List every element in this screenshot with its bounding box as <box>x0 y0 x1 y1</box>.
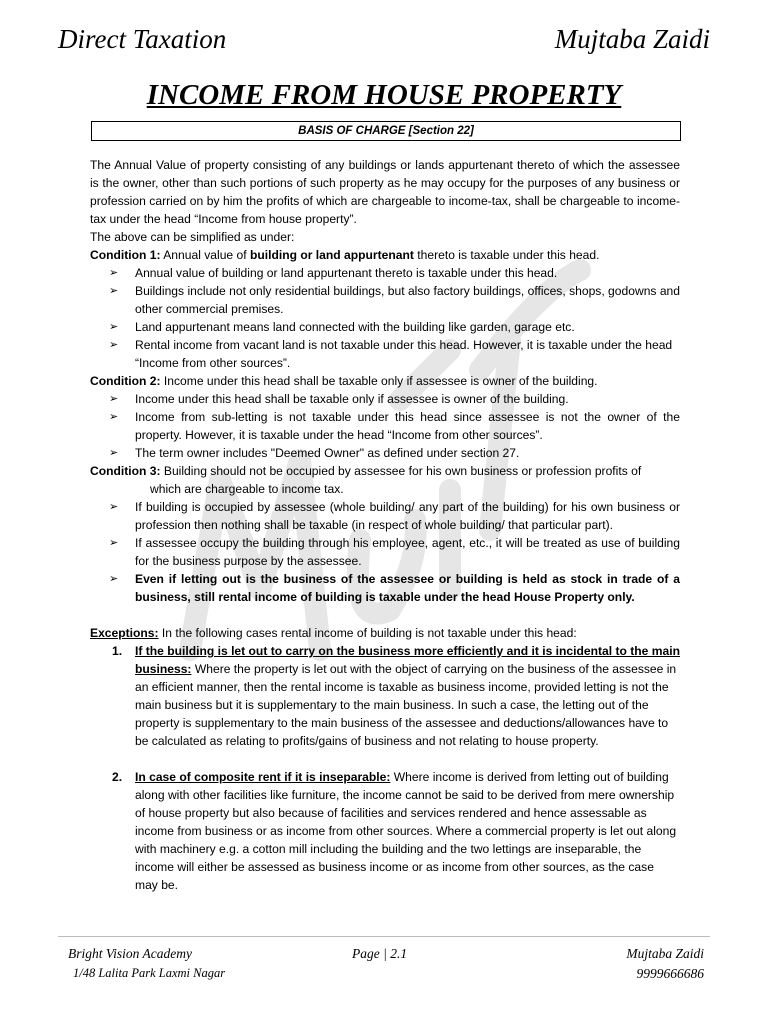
bullet-item: ➢ Rental income from vacant land is not taxable under this head. However, it is taxable under the head “Income from other sources”. <box>90 336 680 372</box>
bullet-item: ➢ If building is occupied by assessee (whole building/ any part of the building) for his own business or profession then nothing shall be taxable (in respect of whole building/ that particular part). <box>90 498 680 534</box>
arrow-bullet-icon: ➢ <box>109 573 119 585</box>
footer-phone: 9999666686 <box>636 966 704 981</box>
arrow-bullet-icon: ➢ <box>109 285 119 297</box>
exception-item: 1. If the building is let out to carry on the business more efficiently and it is incidental to the main business: Where the property is let out with the object of carrying on the business of the assessee in an efficient manner, then the rental income is taxable as business income, provided letting is not the main business but it is supplementary to the main business. In such a case, the letting out of the property is supplementary to the main business of the assessee and deductions/allowances have to be calculated as relating to profits/gains of business and not relating to house property. <box>112 644 680 748</box>
condition-2-label: Condition 2: <box>90 374 161 388</box>
arrow-bullet-icon: ➢ <box>109 267 119 279</box>
document-body <box>90 156 680 894</box>
intro-paragraph: The Annual Value of property consisting of any buildings or lands appurtenant thereto of which the assessee is the owner, other than such portions of such property as he may occupy for the purposes of any business or profession carried on by him the profits of which are chargeable to income-tax, shall be chargeable to income-tax under the head “Income from house property”. <box>90 158 680 226</box>
bullet-item-bold: ➢ Even if letting out is the business of the assessee or building is held as stock in trade of a business, still rental income of building is taxable under the head House Property only. <box>90 570 680 606</box>
footer-author: Mujtaba Zaidi <box>626 946 704 961</box>
footer-address: 1/48 Lalita Park Laxmi Nagar <box>73 966 226 980</box>
exceptions-label: Exceptions: <box>90 626 159 640</box>
condition-1: Condition 1: Annual value of building or land appurtenant thereto is taxable under this head. <box>90 248 600 262</box>
basis-of-charge-box: BASIS OF CHARGE [Section 22] <box>91 121 681 141</box>
bullet-item: ➢ Land appurtenant means land connected with the building like garden, garage etc. <box>90 318 680 336</box>
page-title: INCOME FROM HOUSE PROPERTY <box>146 79 622 111</box>
exception-heading: If the building is let out to carry on the business more efficiently and it is incidental to the main business: <box>135 644 680 676</box>
footer-page-number: Page | 2.1 <box>352 946 408 961</box>
bullet-item: ➢ If assessee occupy the building through his employee, agent, etc., it will be treated as use of building for the business purpose by the assessee. <box>90 534 680 570</box>
footer-academy: Bright Vision Academy <box>68 946 192 961</box>
arrow-bullet-icon: ➢ <box>109 393 119 405</box>
footer-divider <box>58 936 710 937</box>
arrow-bullet-icon: ➢ <box>109 447 119 459</box>
exception-heading: In case of composite rent if it is inseparable: <box>135 770 391 784</box>
exceptions-intro: Exceptions: In the following cases rental income of building is not taxable under this head: <box>90 626 577 640</box>
arrow-bullet-icon: ➢ <box>109 411 119 423</box>
condition-1-label: Condition 1: <box>90 248 161 262</box>
condition-3: Condition 3: Building should not be occupied by assessee for his own business or profession profits of which are chargeable to income tax. <box>90 464 642 496</box>
arrow-bullet-icon: ➢ <box>109 339 119 351</box>
condition-3-label: Condition 3: <box>90 464 161 478</box>
bullet-item: ➢ The term owner includes "Deemed Owner" as defined under section 27. <box>90 444 680 462</box>
arrow-bullet-icon: ➢ <box>109 501 119 513</box>
arrow-bullet-icon: ➢ <box>109 537 119 549</box>
bullet-item: ➢ Buildings include not only residential buildings, but also factory buildings, offices, shops, godowns and other commercial premises. <box>90 282 680 318</box>
header-author: Mujtaba Zaidi <box>554 24 710 54</box>
bullet-item: ➢ Annual value of building or land appurtenant thereto is taxable under this head. <box>90 264 680 282</box>
arrow-bullet-icon: ➢ <box>109 321 119 333</box>
condition-2: Condition 2: Income under this head shall be taxable only if assessee is owner of the building. <box>90 374 598 388</box>
bullet-item: ➢ Income from sub-letting is not taxable under this head since assessee is not the owner of the property. However, it is taxable under the head “Income from other sources”. <box>90 408 680 444</box>
bullet-item: ➢ Income under this head shall be taxable only if assessee is owner of the building. <box>90 390 680 408</box>
header-subject: Direct Taxation <box>58 24 227 54</box>
simplified-line: The above can be simplified as under: <box>90 230 295 244</box>
exception-item: 2. In case of composite rent if it is inseparable: Where income is derived from letting out of building along with other facilities like furniture, the income cannot be said to be derived from mere ownership of house property but also because of facilities and services rendered and hence assessable as income from business or as income from other sources. Where a commercial property is let out along with machinery e.g. a cotton mill including the building and the two lettings are inseparable, the income will either be assessed as business income or as income from other sources, as the case may be. <box>112 770 677 892</box>
